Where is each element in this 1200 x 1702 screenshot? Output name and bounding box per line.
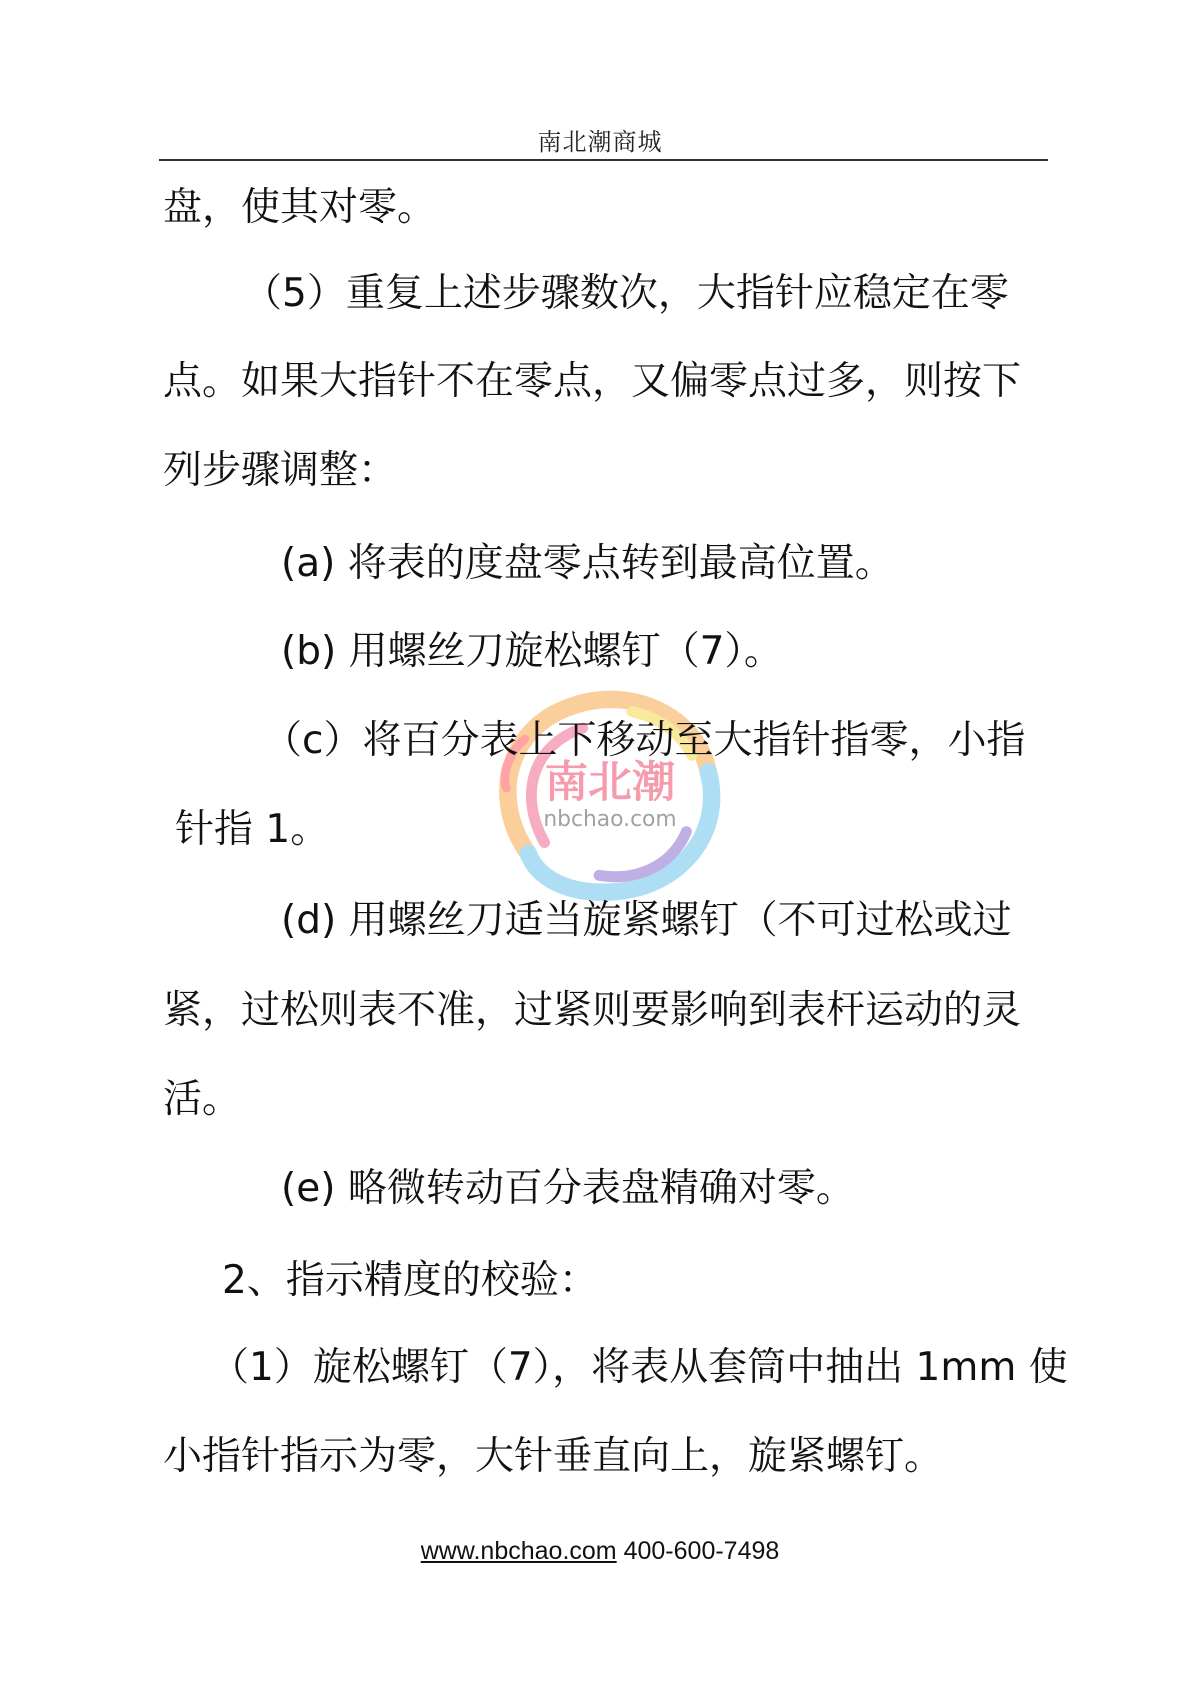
body-line: 2、指示精度的校验： — [222, 1258, 598, 1303]
body-line: 盘，使其对零。 — [163, 185, 437, 230]
body-line: 针指 1。 — [175, 807, 330, 852]
body-line: （c）将百分表上下移动至大指针指零，小指 — [263, 718, 1026, 763]
page-header-title: 南北潮商城 — [537, 128, 663, 156]
body-line: (e) 略微转动百分表盘精确对零。 — [281, 1166, 855, 1211]
body-line: (d) 用螺丝刀适当旋紧螺钉（不可过松或过 — [281, 898, 1012, 943]
body-line: (b) 用螺丝刀旋松螺钉（7）。 — [281, 629, 783, 674]
body-line: 活。 — [163, 1077, 242, 1122]
body-line: (a) 将表的度盘零点转到最高位置。 — [281, 541, 894, 586]
body-line: 点。如果大指针不在零点，又偏零点过多，则按下 — [163, 359, 1022, 404]
header-divider — [159, 159, 1048, 161]
body-line: 小指针指示为零，大针垂直向上，旋紧螺钉。 — [163, 1434, 944, 1479]
nbchao-watermark-logo — [468, 668, 752, 919]
body-line: （5）重复上述步骤数次，大指针应稳定在零 — [243, 271, 1009, 316]
body-line: 列步骤调整： — [163, 448, 398, 493]
page-footer — [0, 1537, 1200, 1566]
watermark-cn-text: 南北潮 — [544, 756, 676, 808]
watermark-en-text: nbchao.com — [543, 807, 677, 833]
body-line: 紧，过松则表不准，过紧则要影响到表杆运动的灵 — [163, 988, 1022, 1033]
footer-phone: 400-600-7498 — [623, 1537, 780, 1565]
body-line: （1）旋松螺钉（7），将表从套筒中抽出 1mm 使 — [210, 1345, 1068, 1390]
website-link[interactable]: www.nbchao.com — [420, 1537, 617, 1565]
